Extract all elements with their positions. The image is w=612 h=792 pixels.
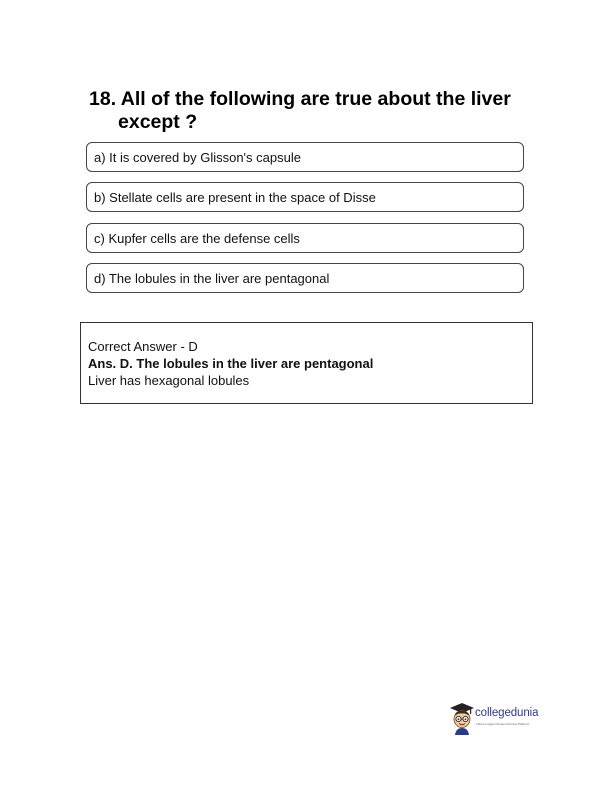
graduate-mascot-icon [448,701,476,735]
logo-tagline: India's Largest Student Review Platform [476,722,530,726]
question-text-line1: 18. All of the following are true about the liver [89,88,511,110]
question-text-line2: except ? [118,111,198,133]
option-c[interactable]: c) Kupfer cells are the defense cells [86,223,524,253]
correct-answer-label: Correct Answer - D [88,339,198,354]
option-b[interactable]: b) Stellate cells are present in the space of Disse [86,182,524,212]
collegedunia-logo [448,701,548,737]
answer-box [80,322,533,404]
answer-explanation: Liver has hexagonal lobules [88,373,250,388]
question-title [89,88,539,134]
answer-statement: Ans. D. The lobules in the liver are pentagonal [88,356,374,371]
option-a[interactable]: a) It is covered by Glisson's capsule [86,142,524,172]
option-d[interactable]: d) The lobules in the liver are pentagonal [86,263,524,293]
logo-name: collegedunia [475,707,539,719]
